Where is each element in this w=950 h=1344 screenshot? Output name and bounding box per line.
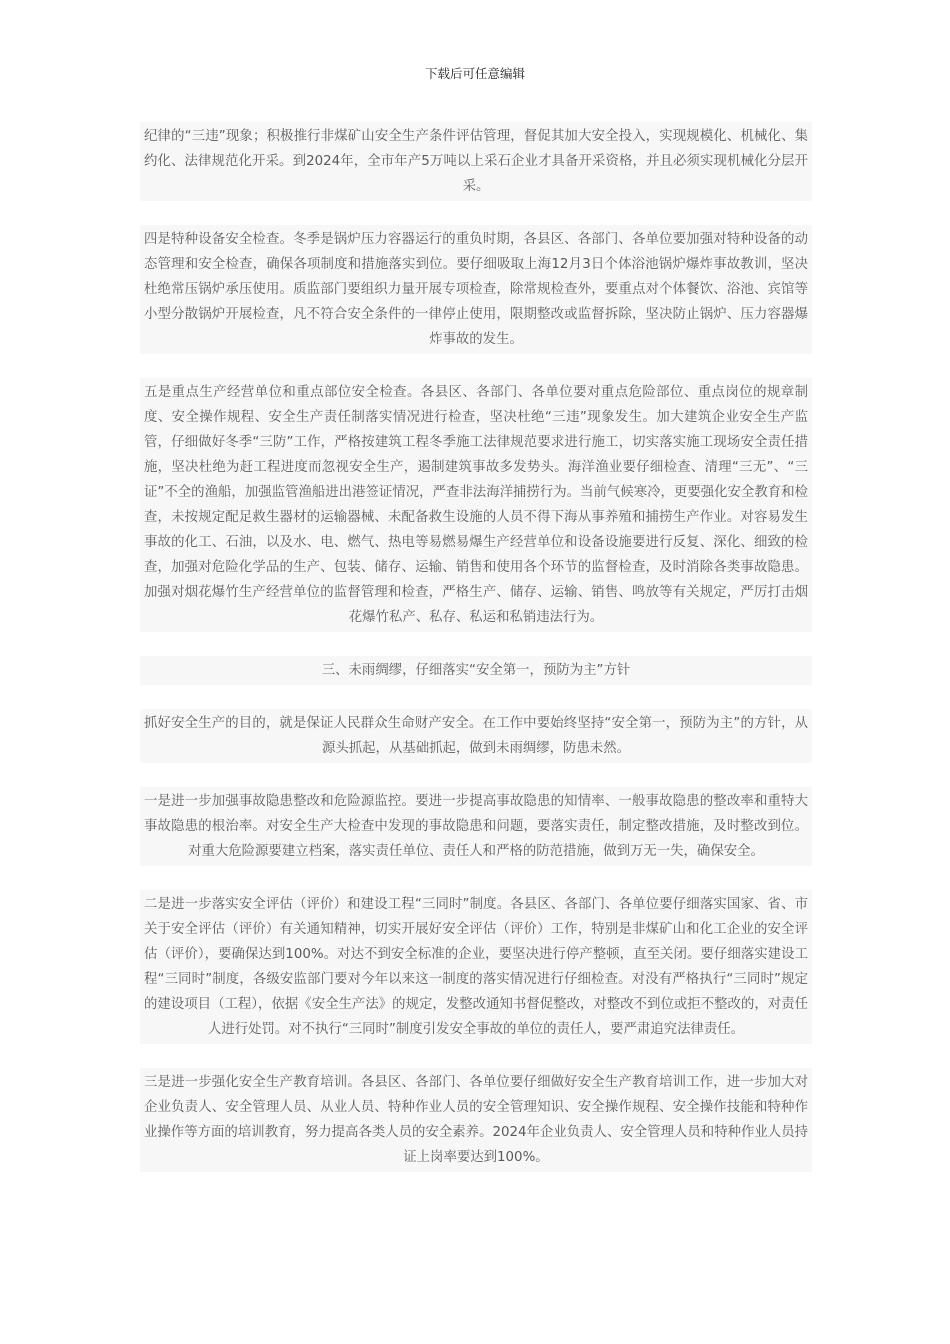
paragraph-mining-regulation: 纪律的“三违”现象；积极推行非煤矿山安全生产条件评估管理，督促其加大安全投入，实现规模化、机械化、集约化、法律规范化开采。到2024年，全市年产5万吨以上采石企业才具备开采资格，并且必须实现机械化分层开采。: [140, 122, 812, 201]
paragraph-safety-training: 三是进一步强化安全生产教育培训。各县区、各部门、各单位要仔细做好安全生产教育培训工作，进一步加大对企业负责人、安全管理人员、从业人员、特种作业人员的安全管理知识、安全操作规程、安全操作技能和特种作业操作等方面的培训教育，努力提高各类人员的安全素养。2024年企业负责人、安全管理人员和特种作业人员持证上岗率要达到100%。: [140, 1068, 812, 1172]
paragraph-key-units-inspection: 五是重点生产经营单位和重点部位安全检查。各县区、各部门、各单位要对重点危险部位、重点岗位的规章制度、安全操作规程、安全生产责任制落实情况进行检查，坚决杜绝“三违”现象发生。加大建筑企业安全生产监管，仔细做好冬季“三防”工作，严格按建筑工程冬季施工法律规范要求进行施工，切实落实施工现场安全责任措施，坚决杜绝为赶工程进度而忽视安全生产，遏制建筑事故多发势头。海洋渔业要仔细检查、清理“三无”、“三证”不全的渔船，加强监管渔船进出港签证情况，严查非法海洋捕捞行为。当前气候寒冷，更要强化安全教育和检查，未按规定配足救生器材的运输器械、未配备救生设施的人员不得下海从事养殖和捕捞生产作业。对容易发生事故的化工、石油，以及水、电、燃气、热电等易燃易爆生产经营单位和设备设施要进行反复、深化、细致的检查，加强对危险化学品的生产、包装、储存、运输、销售和使用各个环节的监督检查，及时消除各类事故隐患。加强对烟花爆竹生产经营单位的监督管理和检查，严格生产、储存、运输、销售、鸣放等有关规定，严厉打击烟花爆竹私产、私存、私运和私销违法行为。: [140, 378, 812, 632]
download-edit-note: 下载后可任意编辑: [424, 66, 525, 81]
paragraph-safety-evaluation: 二是进一步落实安全评估（评价）和建设工程“三同时”制度。各县区、各部门、各单位要仔细落实国家、省、市关于安全评估（评价）有关通知精神，切实开展好安全评估（评价）工作，特别是非煤矿山和化工企业的安全评估（评价），要确保达到100%。对达不到安全标准的企业，要坚决进行停产整顿，直至关闭。要仔细落实建设工程“三同时”制度，各级安监部门要对今年以来这一制度的落实情况进行仔细检查。对没有严格执行“三同时”规定的建设项目（工程），依据《安全生产法》的规定，发整改通知书督促整改，对整改不到位或拒不整改的，对责任人进行处罚。对不执行“三同时”制度引发安全事故的单位的责任人，要严肃追究法律责任。: [140, 890, 812, 1044]
paragraph-hazard-rectification: 一是进一步加强事故隐患整改和危险源监控。要进一步提高事故隐患的知情率、一般事故隐患的整改率和重特大事故隐患的根治率。对安全生产大检查中发现的事故隐患和问题，要落实责任，制定整改措施，及时整改到位。对重大危险源要建立档案，落实责任单位、责任人和严格的防范措施，做到万无一失，确保安全。: [140, 787, 812, 866]
paragraph-special-equipment-inspection: 四是特种设备安全检查。冬季是锅炉压力容器运行的重负时期，各县区、各部门、各单位要加强对特种设备的动态管理和安全检查，确保各项制度和措施落实到位。要仔细吸取上海12月3日个体浴池锅炉爆炸事故教训，坚决杜绝常压锅炉承压使用。质监部门要组织力量开展专项检查，除常规检查外，要重点对个体餐饮、浴池、宾馆等小型分散锅炉开展检查，凡不符合安全条件的一律停止使用，限期整改或监督拆除，坚决防止锅炉、压力容器爆炸事故的发生。: [140, 225, 812, 354]
document-body: [140, 122, 812, 1196]
section-heading: 三、未雨绸缪，仔细落实“安全第一，预防为主”方针: [140, 656, 812, 685]
paragraph-safety-purpose: 抓好安全生产的目的，就是保证人民群众生命财产安全。在工作中要始终坚持“安全第一，预防为主”的方针，从源头抓起，从基础抓起，做到未雨绸缪，防患未然。: [140, 709, 812, 763]
